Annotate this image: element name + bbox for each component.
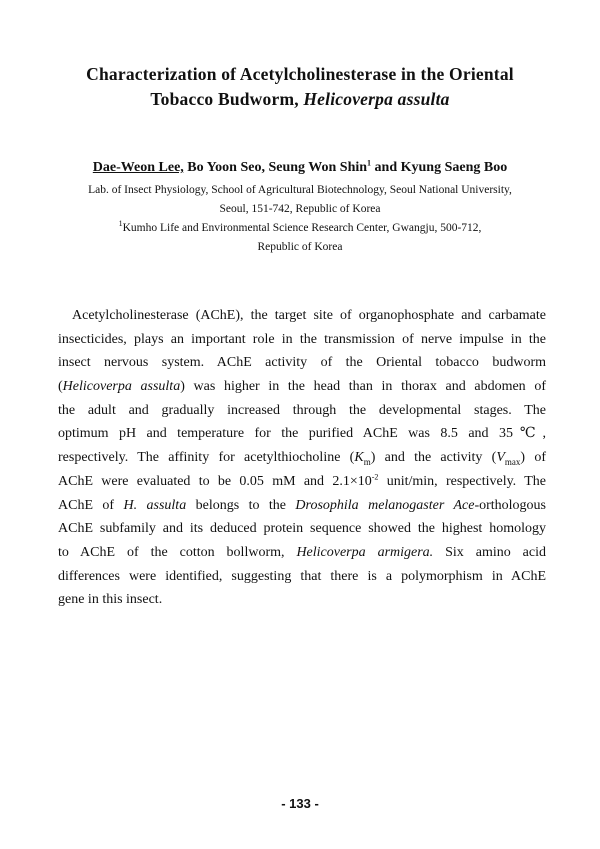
abstract-text: -orthologous (474, 497, 546, 513)
abstract (58, 304, 546, 612)
author-first: Dae-Weon Lee, (92, 160, 184, 175)
affiliation-secondary-text: Kumho Life and Environmental Science Research Center, Gwangju, 500-712, (122, 222, 482, 234)
abstract-line: differences were identified, suggesting that there is a polymorphism in AChE (58, 568, 546, 584)
abstract-text: Acetylcholinesterase (AChE), the target site of organophosphate and carbamate (72, 308, 546, 323)
affiliation-secondary (40, 219, 560, 257)
title-line-1: Characterization of Acetylcholinesterase in the Oriental (86, 64, 514, 84)
species-name: H. assulta (123, 497, 187, 513)
abstract-line (58, 375, 546, 399)
abstract-text: Six amino acid (433, 544, 546, 560)
abstract-text: AChE of (58, 497, 124, 513)
affiliation-secondary-line-1 (40, 219, 560, 238)
affiliation-primary (40, 181, 560, 219)
author-middle: Bo Yoon Seo, Seung Won Shin (183, 160, 368, 175)
title-line-2 (40, 87, 560, 112)
abstract-line: gene in this insect. (58, 592, 163, 608)
affiliation-secondary-line-2: Republic of Korea (257, 241, 343, 253)
abstract-text: ) and the activity ( (370, 450, 497, 466)
paper-title (40, 62, 560, 112)
abstract-line: AChE subfamily and its deduced protein sequence showed the highest homology (58, 521, 546, 537)
species-name: Helicoverpa armigera. (296, 544, 434, 560)
affiliation-primary-line-1: Lab. of Insect Physiology, School of Agricultural Biotechnology, Seoul National University, (88, 184, 512, 196)
exponent: -2 (371, 472, 379, 482)
abstract-line (58, 470, 546, 494)
abstract-line: optimum pH and temperature for the purified AChE was 8.5 and 35℃, (58, 426, 546, 442)
vmax-subscript: max (504, 456, 521, 467)
abstract-line: the adult and gradually increased through the developmental stages. The (58, 402, 546, 418)
abstract-line (58, 446, 546, 470)
vmax-symbol: V (496, 450, 505, 466)
abstract-line: insecticides, plays an important role in the transmission of nerve impulse in the (58, 331, 546, 347)
title-line-2-text: Tobacco Budworm, (150, 89, 304, 109)
abstract-text: to AChE of the cotton bollworm, (58, 544, 297, 560)
species-name: Helicoverpa assulta (62, 379, 181, 395)
abstract-text: ) was higher in the head than in thorax and abdomen of (180, 379, 546, 395)
species-name: Drosophila melanogaster Ace (295, 497, 475, 513)
abstract-text: belongs to the (186, 497, 296, 513)
abstract-text: AChE were evaluated to be 0.05 mM and 2.1×10 (58, 473, 372, 489)
abstract-text: respectively. The affinity for acetylthiocholine ( (58, 450, 355, 466)
affiliation-primary-line-2: Seoul, 151-742, Republic of Korea (219, 203, 381, 215)
km-symbol: K (354, 450, 364, 466)
author-last: and Kyung Saeng Boo (371, 160, 508, 175)
abstract-line (58, 304, 546, 328)
abstract-text: ) of (520, 450, 546, 466)
km-subscript: m (363, 456, 371, 467)
abstract-text: ( (58, 379, 63, 395)
author-list (40, 160, 560, 176)
title-species-name: Helicoverpa assulta (303, 89, 450, 109)
abstract-line (58, 494, 546, 518)
page-number: - 133 - (281, 796, 319, 811)
abstract-line (58, 541, 546, 565)
affiliation-mark: 1 (118, 219, 123, 229)
author-affiliation-mark: 1 (367, 158, 372, 168)
abstract-line: insect nervous system. AChE activity of the Oriental tobacco budworm (58, 355, 546, 371)
abstract-text: unit/min, respectively. The (378, 473, 546, 489)
